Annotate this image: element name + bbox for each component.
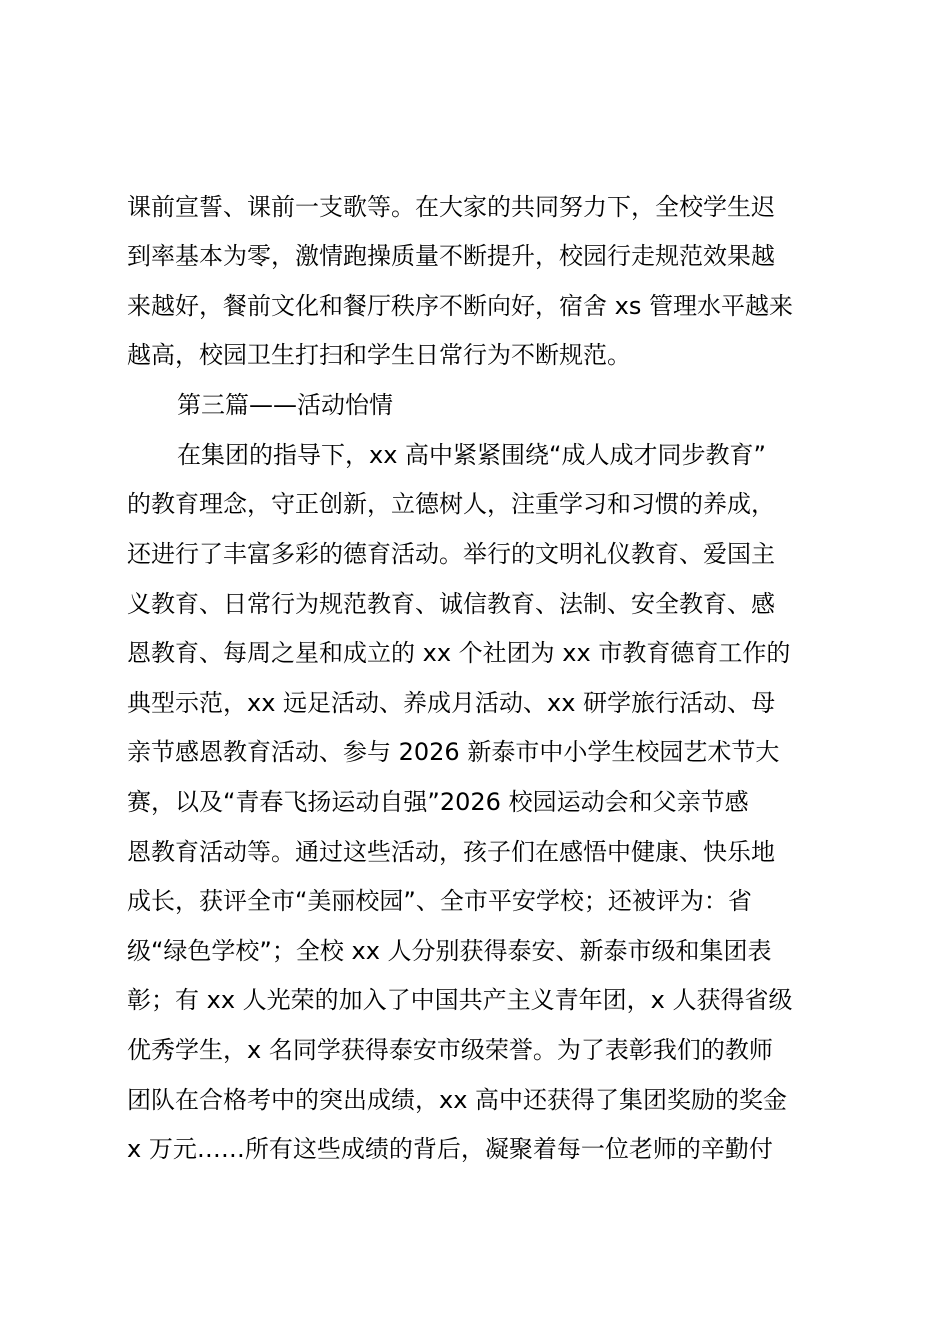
section-heading: 第三篇——活动怡情 [177, 391, 393, 419]
paragraph-line: 亲节感恩教育活动、参与 2026 新泰市中小学生校园艺术节大 [127, 738, 780, 766]
paragraph-line: 典型示范，xx 远足活动、养成月活动、xx 研学旅行活动、母 [127, 689, 776, 717]
paragraph-line: 团队在合格考中的突出成绩，xx 高中还获得了集团奖励的奖金 [127, 1086, 788, 1114]
paragraph-line: 的教育理念，守正创新，立德树人，注重学习和习惯的养成， [127, 490, 775, 518]
paragraph-line: 级“绿色学校”；全校 xx 人分别获得泰安、新泰市级和集团表 [127, 937, 772, 965]
paragraph-line: 课前宣誓、课前一支歌等。在大家的共同努力下，全校学生迟 [127, 193, 775, 221]
paragraph-line: 义教育、日常行为规范教育、诚信教育、法制、安全教育、感 [127, 590, 775, 618]
paragraph-line: 彰；有 xx 人光荣的加入了中国共产主义青年团，x 人获得省级 [127, 986, 793, 1014]
paragraph-line: 来越好，餐前文化和餐厅秩序不断向好，宿舍 xs 管理水平越来 [127, 292, 793, 320]
paragraph-line: 恩教育活动等。通过这些活动，孩子们在感悟中健康、快乐地 [127, 838, 775, 866]
paragraph-line: 优秀学生，x 名同学获得泰安市级荣誉。为了表彰我们的教师 [127, 1036, 773, 1064]
paragraph-line: 在集团的指导下，xx 高中紧紧围绕“成人成才同步教育” [177, 441, 766, 469]
paragraph-line: 越高，校园卫生打扫和学生日常行为不断规范。 [127, 341, 631, 369]
paragraph-line: x 万元……所有这些成绩的背后，凝聚着每一位老师的辛勤付 [127, 1135, 773, 1163]
paragraph-line: 成长，获评全市“美丽校园”、全市平安学校；还被评为：省 [127, 887, 752, 915]
paragraph-line: 到率基本为零，激情跑操质量不断提升，校园行走规范效果越 [127, 242, 775, 270]
paragraph-line: 还进行了丰富多彩的德育活动。举行的文明礼仪教育、爱国主 [127, 540, 775, 568]
paragraph-line: 恩教育、每周之星和成立的 xx 个社团为 xx 市教育德育工作的 [127, 639, 791, 667]
paragraph-line: 赛，以及“青春飞扬运动自强”2026 校园运动会和父亲节感 [127, 788, 749, 816]
